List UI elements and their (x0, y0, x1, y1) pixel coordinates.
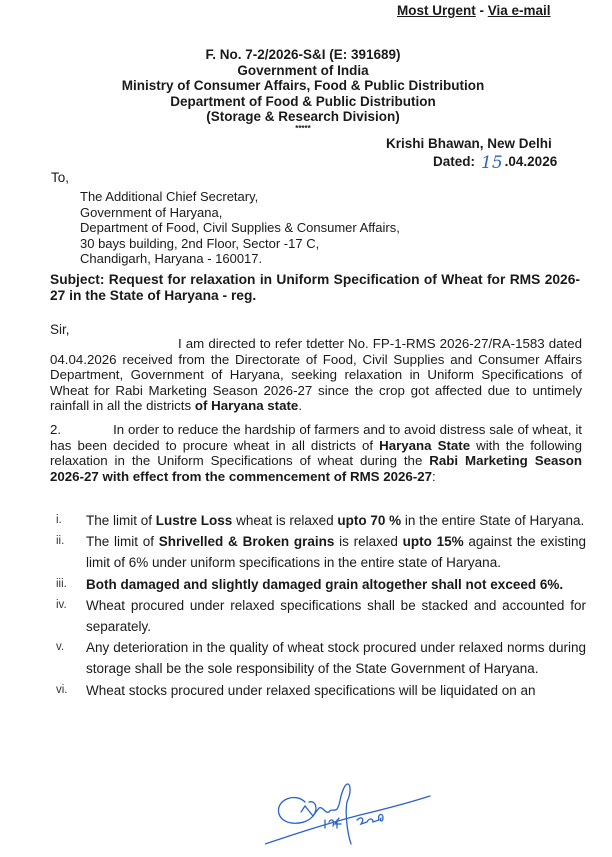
item-bold: upto 15% (402, 534, 464, 550)
paragraph-1-bold: of Haryana state (194, 398, 299, 414)
item-text: The limit of (86, 513, 156, 528)
item-text: in the entire State of Haryana. (401, 513, 585, 528)
list-item (56, 574, 586, 595)
subject: Subject: Request for relaxation in Uniform Specification of Wheat for RMS 2026-27 in the State of Haryana - reg. (50, 272, 580, 303)
item-text: Any deterioration in the quality of wheat stock procured under relaxed norms during storage shall be the sole responsibility of the State Government of Haryana. (86, 640, 586, 677)
government-name: Government of India (237, 62, 369, 78)
urgency-separator: - (475, 3, 488, 18)
signature-scribble-icon (265, 782, 435, 852)
paragraph-1 (50, 336, 582, 414)
item-text: is relaxed (334, 534, 403, 550)
item-text: Wheat stocks procured under relaxed specifications will be liquidated on an (86, 682, 536, 698)
urgency-label: Most Urgent (397, 3, 476, 18)
delivery-mode: Via e-mail (487, 3, 551, 18)
to-label: To, (51, 170, 70, 185)
address-line: Department of Food, Civil Supplies & Consumer Affairs, (80, 220, 400, 235)
signature (265, 782, 435, 852)
item-text: against the existing limit of 6% under uniform specifications in the entire state of Haryana. (86, 534, 586, 571)
handwritten-day: 15 (481, 153, 503, 173)
list-item (56, 680, 586, 701)
item-text: wheat is relaxed (232, 513, 338, 528)
item-bold: Shrivelled & Broken grains (158, 534, 335, 550)
list-number: vi. (56, 683, 68, 696)
salutation: Sir, (50, 322, 70, 337)
list-item (56, 510, 586, 531)
paragraph-1-text: I am directed to refer tdetter No. FP-1-RMS 2026-27/RA-1583 dated 04.04.2026 received from the Directorate of Food, Civil Supplies and Consumer Affairs Department, Government of Haryana, seeking relaxation in Uniform Specifications of Wheat for Rabi Marketing Season 2026-27 since the crop got affected due to untimely rainfall in all the districts (50, 336, 582, 414)
list-number: i. (56, 514, 62, 526)
urgency-line (397, 3, 551, 18)
letterhead (0, 47, 612, 133)
paragraph-2-text: with the following relaxation in the Uniform Specifications of wheat during the (50, 437, 582, 469)
date-line (433, 151, 557, 171)
department-name: Department of Food & Public Distribution (170, 93, 436, 109)
place: Krishi Bhawan, New Delhi (386, 136, 552, 151)
dated-label: Dated: (433, 154, 476, 169)
paragraph-2 (50, 422, 582, 484)
item-bold: Both damaged and slightly damaged grain altogether shall not exceed 6%. (86, 576, 564, 592)
division-name: (Storage & Research Division) (206, 109, 400, 124)
relaxation-list (56, 510, 586, 701)
paragraph-2-number: 2. (50, 422, 62, 437)
ministry-name: Ministry of Consumer Affairs, Food & Public Distribution (121, 78, 485, 93)
file-number: F. No. 7-2/2026-S&I (E: 391689) (205, 47, 401, 62)
address-line: Government of Haryana, (80, 204, 223, 220)
stars-divider: ***** (295, 123, 311, 133)
address-line: 30 bays building, 2nd Floor, Sector -17 C, (80, 235, 320, 251)
paragraph-1-end: . (298, 398, 303, 414)
paragraph-2-end: : (432, 468, 436, 484)
item-text: The limit of (86, 534, 159, 550)
item-bold: upto 70 % (337, 513, 402, 528)
address-line: Chandigarh, Haryana - 160017. (80, 251, 263, 266)
address-line: The Additional Chief Secretary, (80, 189, 259, 204)
list-number: iv. (56, 598, 67, 611)
item-text: Wheat procured under relaxed specifications shall be stacked and accounted for separately. (86, 597, 586, 635)
list-item (56, 531, 586, 573)
paragraph-2-bold: Haryana State (379, 437, 471, 453)
list-item (56, 595, 586, 637)
list-number: v. (56, 641, 65, 654)
item-bold: Lustre Loss (155, 513, 233, 528)
paragraph-2-text: In order to reduce the hardship of farmers and to avoid distress sale of wheat, it has been decided to procure wheat in all districts of (50, 422, 582, 453)
list-number: ii. (56, 535, 65, 548)
paragraph-2-bold: Rabi Marketing Season 2026-27 with effect from the commencement of RMS 2026-27 (50, 453, 582, 484)
list-number: iii. (56, 577, 67, 590)
dated-rest: .04.2026 (504, 154, 558, 169)
recipient-address (80, 189, 400, 267)
list-item (56, 637, 586, 679)
